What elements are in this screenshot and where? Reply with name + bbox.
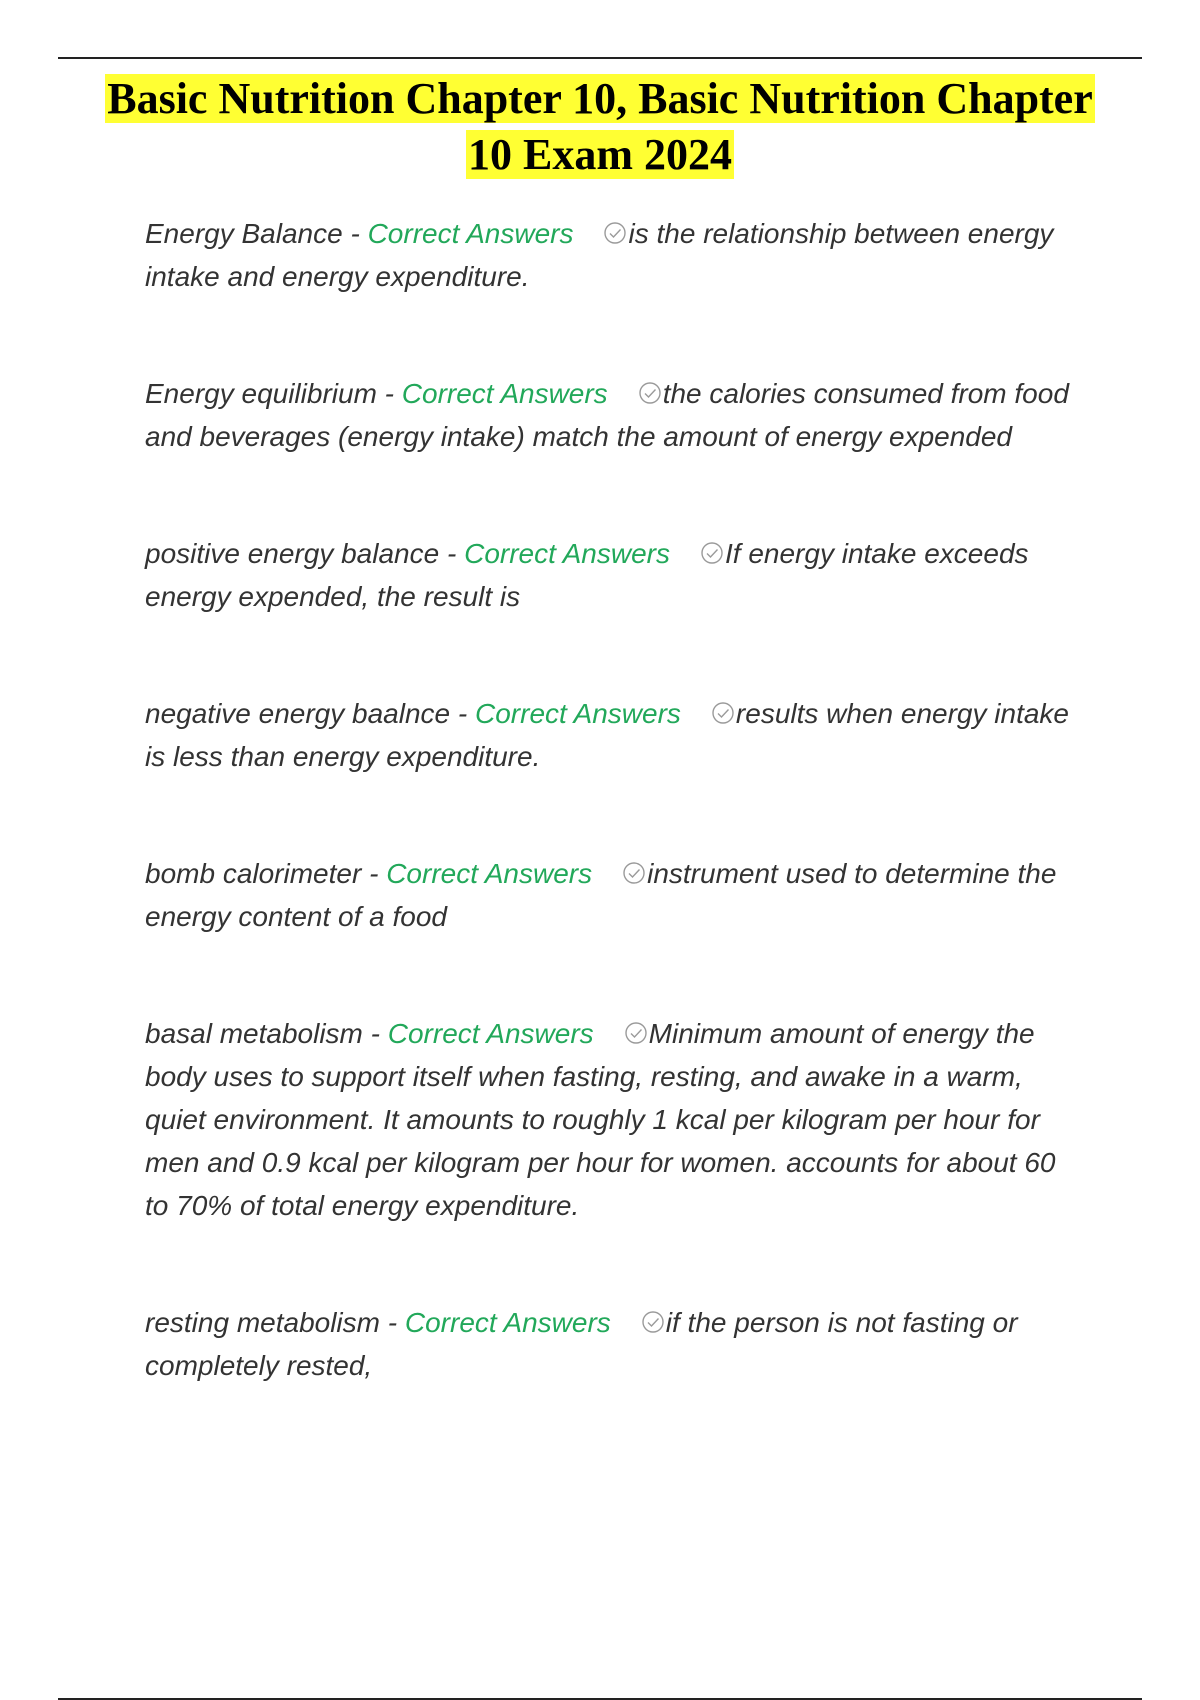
entry-term: Energy equilibrium [145, 378, 377, 409]
entry-term: positive energy balance [145, 538, 440, 569]
entry-definition: results when energy intake is less than energy expenditure. [145, 698, 1069, 772]
entry-term: negative energy baalnce [145, 698, 451, 729]
entry-definition: If energy intake exceeds energy expended, the result is [145, 538, 1029, 612]
entry-separator: - [446, 538, 457, 569]
correct-answers-label: Correct Answers [367, 218, 574, 249]
document-title [80, 71, 1120, 183]
entry-definition: Minimum amount of energy the body uses to support itself when fasting, resting, and awake in a warm, quiet environment. It amounts to roughly 1 kcal per kilogram per hour for men and 0.9 kcal per kilogram per hour for women. accounts for about 60 to 70% of total energy expenditure. [145, 1018, 1056, 1221]
correct-answers-label: Correct Answers [401, 378, 608, 409]
checkmark-badge-icon [711, 701, 735, 725]
entry-definition: instrument used to determine the energy content of a food [145, 858, 1057, 932]
qa-entry [145, 372, 1085, 458]
entry-separator: - [370, 1018, 380, 1049]
checkmark-badge-icon [603, 221, 627, 245]
checkmark-badge-icon [622, 861, 646, 885]
entry-separator: - [457, 698, 468, 729]
entry-definition: the calories consumed from food and beverages (energy intake) match the amount of energy expended [145, 378, 1069, 452]
correct-answers-label: Correct Answers [387, 1018, 594, 1049]
document-title-text: Basic Nutrition Chapter 10, Basic Nutrition Chapter 10 Exam 2024 [107, 74, 1093, 179]
qa-entry [145, 1012, 1085, 1227]
checkmark-badge-icon [641, 1310, 665, 1334]
entry-definition: if the person is not fasting or completely rested, [145, 1307, 1018, 1381]
entry-separator: - [350, 218, 360, 249]
checkmark-badge-icon [624, 1021, 648, 1045]
correct-answers-label: Correct Answers [386, 858, 593, 889]
qa-entry [145, 532, 1085, 618]
qa-entry [145, 1301, 1085, 1387]
correct-answers-label: Correct Answers [404, 1307, 611, 1338]
entry-separator: - [369, 858, 379, 889]
entry-definition: is the relationship between energy intake and energy expenditure. [145, 218, 1054, 292]
entry-term: Energy Balance [145, 218, 343, 249]
qa-list [145, 212, 1085, 1387]
qa-entry [145, 852, 1085, 938]
top-divider [58, 57, 1142, 59]
entry-term: resting metabolism [145, 1307, 380, 1338]
correct-answers-label: Correct Answers [464, 538, 670, 569]
checkmark-badge-icon [700, 541, 724, 565]
entry-term: bomb calorimeter [145, 858, 362, 889]
entry-term: basal metabolism [145, 1018, 363, 1049]
entry-separator: - [384, 378, 394, 409]
correct-answers-label: Correct Answers [475, 698, 681, 729]
qa-entry [145, 692, 1085, 778]
qa-entry [145, 212, 1085, 298]
entry-separator: - [387, 1307, 398, 1338]
checkmark-badge-icon [638, 381, 662, 405]
